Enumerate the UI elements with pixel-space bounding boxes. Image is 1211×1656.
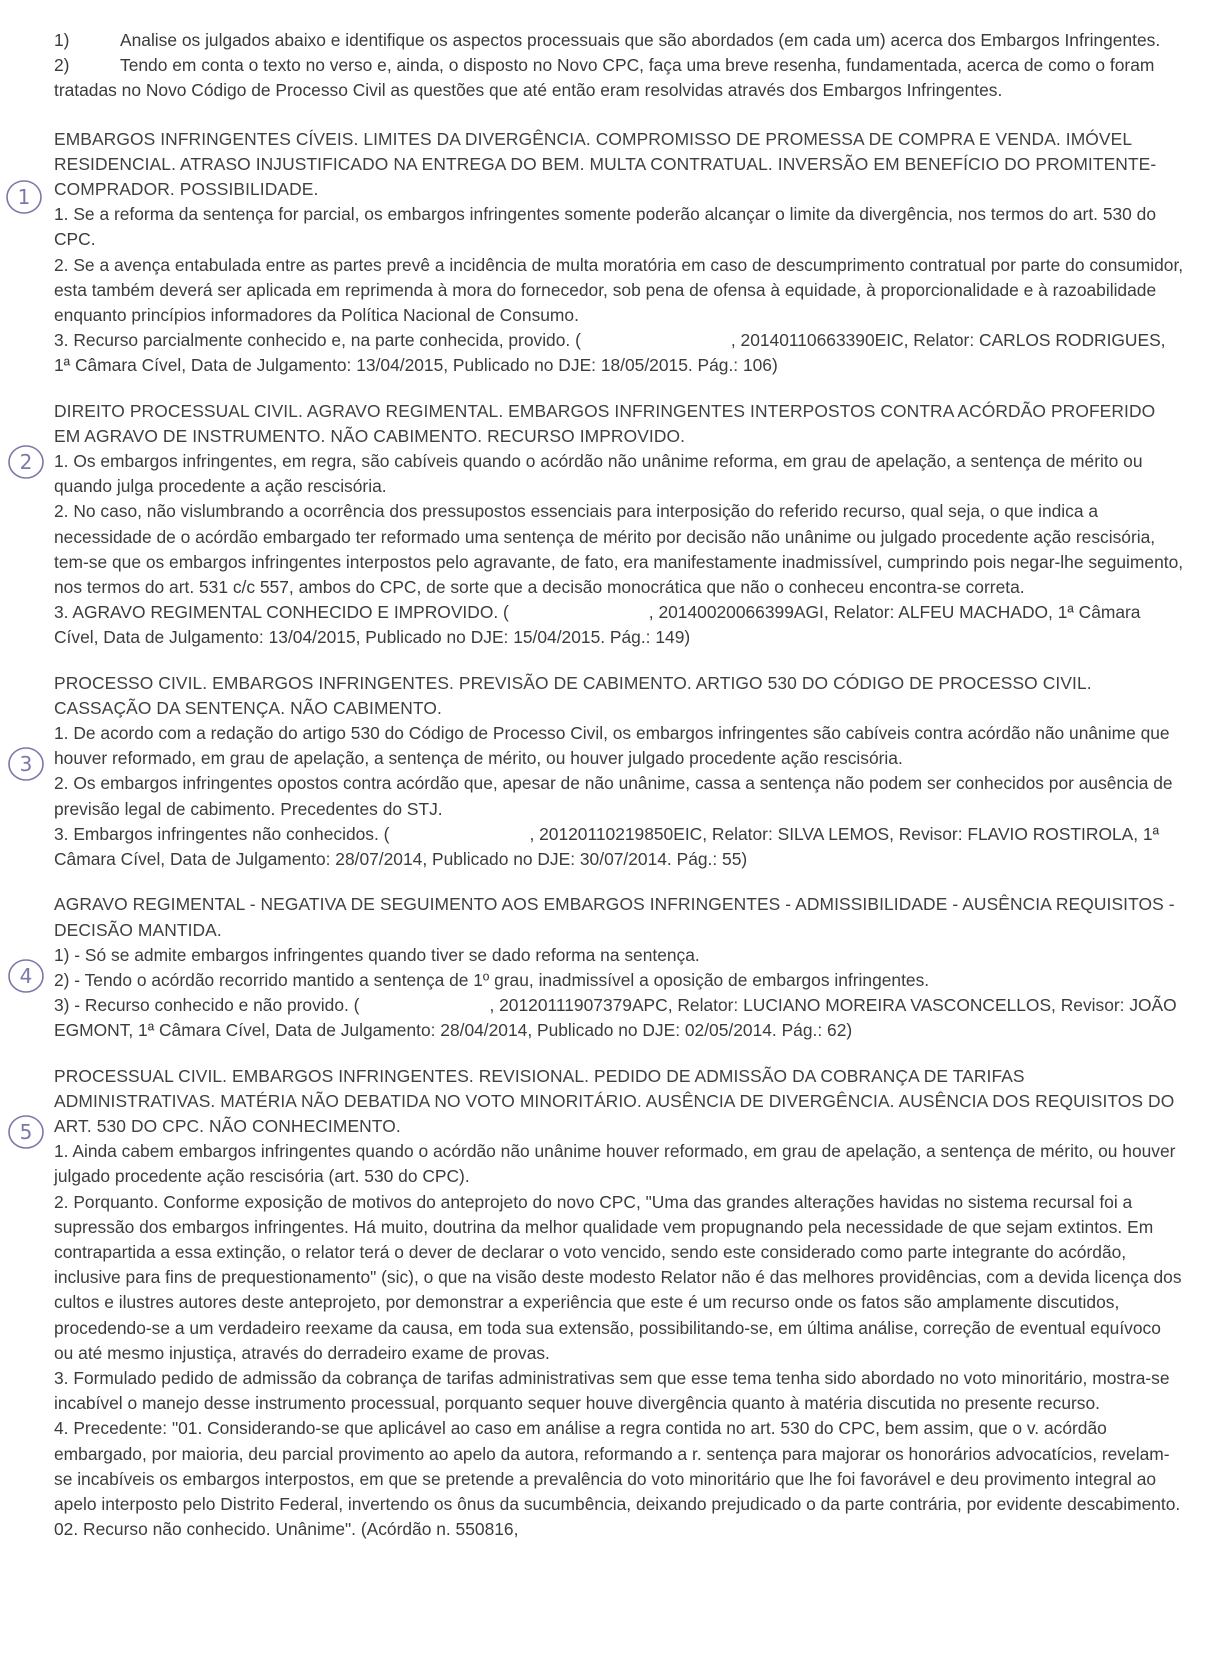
case-2	[54, 399, 1184, 651]
case-item: 1. Ainda cabem embargos infringentes quando o acórdão não unânime houver reformado, em grau de apelação, a sentença de mérito, ou houver julgado procedente ação rescisória (art. 530 do CPC).	[54, 1141, 1176, 1187]
handwritten-marker-1	[4, 177, 44, 217]
case-heading: DIREITO PROCESSUAL CIVIL. AGRAVO REGIMENTAL. EMBARGOS INFRINGENTES INTERPOSTOS CONTRA ACÓRDÃO PROFERIDO EM AGRAVO DE INSTRUMENTO. NÃO CABIMENTO. RECURSO IMPROVIDO.	[54, 400, 1156, 446]
case-item: 1. De acordo com a redação do artigo 530 do Código de Processo Civil, os embargos infringentes são cabíveis contra acórdão não unânime que houver reformado, em grau de apelação, a sentença de mérito, ou houver julgado procedente ação rescisória.	[54, 723, 1170, 769]
case-citation: 3. AGRAVO REGIMENTAL CONHECIDO E IMPROVIDO. ( , 20140020066399AGI, Relator: ALFEU MACHADO, 1ª Câmara Cível, Data de Julgamento: 13/04/2015, Publicado no DJE: 15/04/2015. Pág.: 149)	[54, 602, 1141, 648]
case-citation: 3. Embargos infringentes não conhecidos. ( , 20120110219850EIC, Relator: SILVA LEMOS, Revisor: FLAVIO ROSTIROLA, 1ª Câmara Cível, Data de Julgamento: 28/07/2014, Publicado no DJE: 30/07/2014. Pág.: 55)	[54, 823, 1160, 870]
case-item: 4. Precedente: "01. Considerando-se que aplicável ao caso em análise a regra contida no art. 530 do CPC, bem assim, que o v. acórdão embargado, por maioria, deu parcial provimento ao apelo da autora, reformando a r. sentença para majorar os honorários advocatícios, revelam-se incabíveis os embargos interpostos, em que se pretende a prevalência do voto minoritário que lhe foi favorável e deu provimento integral ao apelo interposto pelo Distrito Federal, invertendo os ônus da sucumbência, deixando prejudicado o da parte contrária, por evidente descabimento. 02. Recurso não conhecido. Unânime". (Acórdão n. 550816,	[54, 1418, 1181, 1540]
question-1	[54, 28, 1184, 53]
svg-text:3: 3	[19, 752, 33, 776]
case-heading: PROCESSUAL CIVIL. EMBARGOS INFRINGENTES. REVISIONAL. PEDIDO DE ADMISSÃO DA COBRANÇA DE TARIFAS ADMINISTRATIVAS. MATÉRIA NÃO DEBATIDA NO VOTO MINORITÁRIO. AUSÊNCIA DE DIVERGÊNCIA. AUSÊNCIA DOS REQUISITOS DO ART. 530 DO CPC. NÃO CONHECIMENTO.	[54, 1065, 1175, 1136]
question-text: Tendo em conta o texto no verso e, ainda, o disposto no Novo CPC, faça uma breve resenha, fundamentada, acerca de como o foram tratadas no Novo Código de Processo Civil as questões que até então eram resolvidas através dos Embargos Infringentes.	[54, 55, 1155, 101]
case-citation: 3. Recurso parcialmente conhecido e, na parte conhecida, provido. ( , 20140110663390EIC, Relator: CARLOS RODRIGUES, 1ª Câmara Cível, Data de Julgamento: 13/04/2015, Publicado no DJE: 18/05/2015. Pág.: 106)	[54, 330, 1166, 376]
case-item: 2. Os embargos infringentes opostos contra acórdão que, apesar de não unânime, cassa a sentença não podem ser conhecidos por ausência de previsão legal de cabimento. Precedentes do STJ.	[54, 773, 1173, 819]
case-item: 2) - Tendo o acórdão recorrido mantido a sentença de 1º grau, inadmissível a oposição de embargos infringentes.	[54, 969, 930, 990]
case-item: 2. Porquanto. Conforme exposição de motivos do anteprojeto do novo CPC, "Uma das grandes alterações havidas no sistema recursal foi a supressão dos embargos infringentes. Há muito, doutrina da melhor qualidade vem propugnando pela necessidade de que sejam extintos. Em contrapartida a essa extinção, o relator terá o dever de declarar o voto vencido, sendo este considerado como parte integrante do acórdão, inclusive para fins de prequestionamento" (sic), o que na visão deste modesto Relator não é das melhores providências, com a devida licença dos cultos e ilustres autores deste anteprojeto, por demonstrar a experiência que este é um recurso onde os fatos são amplamente discutidos, procedendo-se a um verdadeiro reexame da causa, em toda sua extensão, possibilitando-se, em última análise, correção de eventual equívoco ou até mesmo injustiça, através do derradeiro exame de provas.	[54, 1191, 1182, 1363]
case-item: 1. Os embargos infringentes, em regra, são cabíveis quando o acórdão não unânime reforma, em grau de apelação, a sentença de mérito ou quando julga procedente a ação rescisória.	[54, 451, 1143, 497]
case-item: 1) - Só se admite embargos infringentes quando tiver se dado reforma na sentença.	[54, 944, 700, 965]
case-item: 1. Se a reforma da sentença for parcial, os embargos infringentes somente poderão alcançar o limite da divergência, nos termos do art. 530 do CPC.	[54, 204, 1157, 250]
document-body	[54, 28, 1184, 1542]
case-heading: EMBARGOS INFRINGENTES CÍVEIS. LIMITES DA DIVERGÊNCIA. COMPROMISSO DE PROMESSA DE COMPRA E VENDA. IMÓVEL RESIDENCIAL. ATRASO INJUSTIFICADO NA ENTREGA DO BEM. MULTA CONTRATUAL. INVERSÃO EM BENEFÍCIO DO PROMITENTE-COMPRADOR. POSSIBILIDADE.	[54, 128, 1157, 200]
handwritten-marker-3	[6, 744, 46, 784]
case-1	[54, 127, 1184, 379]
svg-text:1: 1	[17, 185, 31, 209]
case-5	[54, 1064, 1184, 1543]
case-4	[54, 892, 1184, 1043]
svg-text:4: 4	[19, 964, 33, 988]
svg-text:2: 2	[19, 450, 33, 474]
question-2	[54, 53, 1184, 103]
case-citation: 3) - Recurso conhecido e não provido. ( , 20120111907379APC, Relator: LUCIANO MOREIRA VASCONCELLOS, Revisor: JOÃO EGMONT, 1ª Câmara Cível, Data de Julgamento: 28/04/2014, Publicado no DJE: 02/05/2014. Pág.: 62)	[54, 995, 1177, 1041]
case-item: 2. Se a avença entabulada entre as partes prevê a incidência de multa moratória em caso de descumprimento contratual por parte do consumidor, esta também deverá ser aplicada em reprimenda à mora do fornecedor, sob pena de ofensa à equidade, à proporcionalidade e à razoabilidade enquanto princípios informadores da Política Nacional de Consumo.	[54, 254, 1184, 326]
case-item: 3. Formulado pedido de admissão da cobrança de tarifas administrativas sem que esse tema tenha sido abordado no voto minoritário, mostra-se incabível o manejo desse instrumento processual, porquanto sequer houve divergência quanto à matéria discutida no presente recurso.	[54, 1367, 1170, 1414]
handwritten-marker-2	[6, 442, 46, 482]
question-number: 1)	[54, 30, 70, 50]
case-3	[54, 671, 1184, 873]
case-heading: AGRAVO REGIMENTAL - NEGATIVA DE SEGUIMENTO AOS EMBARGOS INFRINGENTES - ADMISSIBILIDADE - AUSÊNCIA REQUISITOS - DECISÃO MANTIDA.	[54, 894, 1175, 940]
handwritten-marker-4	[6, 956, 46, 996]
case-heading: PROCESSO CIVIL. EMBARGOS INFRINGENTES. PREVISÃO DE CABIMENTO. ARTIGO 530 DO CÓDIGO DE PROCESSO CIVIL. CASSAÇÃO DA SENTENÇA. NÃO CABIMENTO.	[54, 672, 1092, 718]
case-item: 2. No caso, não vislumbrando a ocorrência dos pressupostos essenciais para interposição do referido recurso, qual seja, o que indica a necessidade de o acórdão embargado ter reformado uma sentença de mérito por decisão não unânime ou julgado procedente ação rescisória, tem-se que os embargos infringentes interpostos pelo agravante, de fato, era manifestamente inadmissível, cumprindo pois negar-lhe seguimento, nos termos do art. 531 c/c 557, ambos do CPC, de sorte que a decisão monocrática que não o conheceu encontra-se correta.	[54, 501, 1184, 598]
question-number: 2)	[54, 55, 70, 76]
question-text: Analise os julgados abaixo e identifique os aspectos processuais que são abordados (em cada um) acerca dos Embargos Infringentes.	[120, 30, 1161, 50]
handwritten-marker-5	[6, 1112, 46, 1152]
svg-text:5: 5	[19, 1120, 33, 1144]
